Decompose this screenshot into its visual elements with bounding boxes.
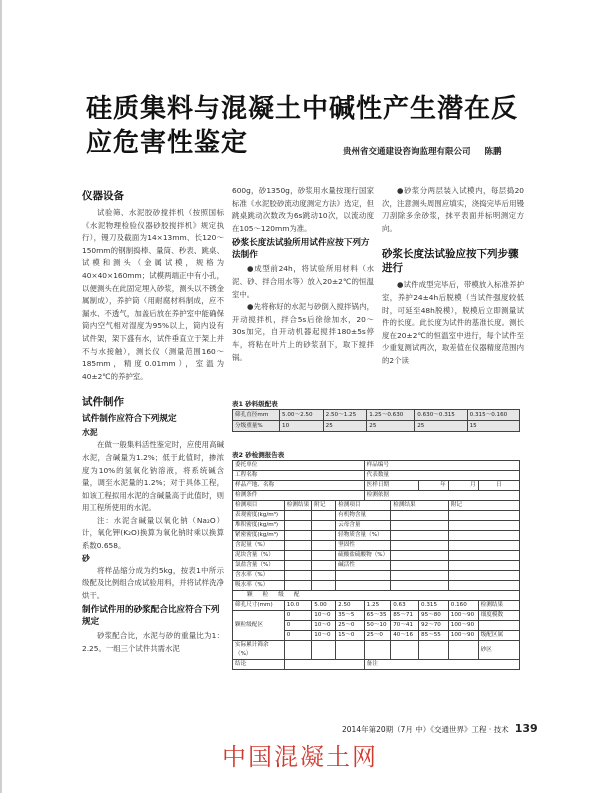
- para-cement-2: 注：水泥含碱量以氧化钠（Na₂O）计，氧化钾(K₂O)换算为氧化钠时乘以换算系数0.658。: [82, 515, 224, 551]
- table-cell: 10～0: [312, 631, 336, 641]
- page-edge: [0, 0, 2, 793]
- table-cell: 筛孔直径mm: [233, 410, 280, 421]
- table-cell: 含泥量（%）: [233, 541, 285, 551]
- table-cell: 砂区: [478, 641, 519, 660]
- table-row: [233, 541, 520, 551]
- byline: [343, 145, 502, 157]
- table-cell: 云母含量: [336, 521, 391, 531]
- table-cell: 实际累计筛余（%）: [233, 641, 285, 660]
- table-cell: 70～41: [391, 621, 419, 631]
- table-cell: 年: [419, 481, 449, 491]
- table-cell: 工程名称: [233, 471, 365, 481]
- column-2: [232, 185, 374, 364]
- table-cell: 附记: [312, 501, 336, 511]
- subheading-mix: 制作试件用的砂浆配合比应符合下列规定: [82, 605, 220, 628]
- table-row: [233, 641, 520, 660]
- grading-header-char: 颗: [247, 592, 263, 598]
- table-cell: 医样日期: [364, 481, 418, 491]
- table-cell: 10～0: [312, 621, 336, 631]
- para-mix: 砂浆配合比，水泥与砂的重量比为1：2.25。一组三个试件共需水泥: [82, 631, 224, 654]
- table-cell: 附记: [448, 501, 519, 511]
- para-mold-3: ●砂浆分两层装入试模内，每层捣20次，注意测头周围应填实，浇捣完毕后用镘刀刮除多余砂浆，抹平表面并标明测定方向。: [382, 186, 524, 233]
- table2-caption: 表2 砂检测报告表: [232, 451, 285, 459]
- table-row: [233, 531, 520, 541]
- table-cell: 15: [467, 421, 519, 432]
- table-row: [233, 561, 520, 571]
- table-cell: 25: [415, 421, 467, 432]
- table-cell: 92～70: [419, 621, 449, 631]
- table-cell: 有机物含量: [336, 511, 391, 521]
- table-cell: 1.25: [364, 601, 391, 611]
- table-row: [233, 511, 520, 521]
- page-footer: [342, 722, 538, 735]
- page-number: 139: [514, 722, 538, 735]
- table-cell: 样品编号: [364, 461, 519, 471]
- table-cell: 35～5: [336, 611, 365, 621]
- grading-header-char: 级: [278, 592, 294, 598]
- table-cell: 紧密密度(kg/m³): [233, 531, 285, 541]
- para-mix-cont: 600g，砂1350g，砂浆用水量按现行国家标准《水泥胶砂流动度测定方法》选定，但跳桌跳动次数改为6s跳动10次，以流动度在105～120mm为准。: [232, 186, 374, 233]
- table-cell: 含水率（%）: [233, 571, 285, 581]
- table-cell: 结论: [233, 660, 285, 670]
- table-cell: 5.00～2.50: [280, 410, 324, 421]
- table-cell: 硫酸盐硫酸物（%）: [336, 551, 391, 561]
- table-cell: 日: [478, 481, 519, 491]
- table-cell: 15～0: [336, 631, 365, 641]
- para-mold-2: ●先将称好的水泥与砂倒入搅拌锅内，开动搅拌机，拌合5s后徐徐加水，20～30s加完，自开动机器起搅拌180±5s停车，将粘在叶片上的砂浆刮下，取下搅拌锅。: [232, 302, 374, 362]
- grading-table: [232, 409, 520, 432]
- table-cell: 颗粒级配区: [233, 611, 285, 641]
- table-cell: 10.0: [284, 601, 311, 611]
- column-1: [82, 185, 224, 656]
- column-3: [382, 185, 524, 368]
- para-cement-1: 在做一般集料活性鉴定时，应使用高碱水泥，含碱量为1.2%；低于此值时，掺浓度为10%的氢氧化钠溶液，将系统碱含量，调至水泥量的1.2%；对于具体工程，如该工程拟用水泥的含碱量高于此值时，则用工程所使用的水泥。: [82, 440, 224, 513]
- table-cell: 筛孔尺寸(mm): [233, 601, 285, 611]
- subheading-specimen-rules: 试件制作应符合下列规定: [82, 414, 177, 425]
- table-cell: 5.00: [312, 601, 336, 611]
- table-cell: 50～10: [364, 621, 391, 631]
- para-mold-1: ●成型前24h，将试验所用材料（水泥、砂、拌合用水等）放入20±2℃的恒温室中。: [232, 264, 374, 299]
- table-cell: 0.630～0.315: [415, 410, 467, 421]
- table-cell: 月: [448, 481, 478, 491]
- table-cell: 65～35: [364, 611, 391, 621]
- table-cell: 25: [367, 421, 415, 432]
- table-cell: 40～16: [391, 631, 419, 641]
- table-cell: 坚固性: [336, 541, 391, 551]
- table-cell: 氯盐含量（%）: [233, 561, 285, 571]
- table-cell: 委托单位: [233, 461, 365, 471]
- table-cell: 0.315: [419, 601, 449, 611]
- para-sand: 将样品缩分成为约5kg，按表1中所示级配及比例组合成试验用料，并将试样洗净烘干。: [82, 565, 224, 600]
- report-table: [232, 460, 520, 670]
- heading-equipment: 仪器设备: [82, 190, 124, 202]
- article-title: 硅质集料与混凝土中碱性产生潜在反应危害性鉴定: [86, 94, 519, 158]
- watermark: 中国混凝土网: [222, 743, 378, 771]
- table-cell: 100～90: [448, 621, 478, 631]
- table-row: [233, 491, 520, 501]
- table-cell: 85～71: [391, 611, 419, 621]
- table-cell: 检测项目: [233, 501, 285, 511]
- table-row: [233, 421, 520, 432]
- table-cell: 25: [323, 421, 367, 432]
- table-row: [233, 611, 520, 621]
- author-org: 贵州省交通建设咨询监理有限公司: [343, 147, 471, 157]
- table-cell: 泥块含量（%）: [233, 551, 285, 561]
- table-cell: 0: [284, 611, 311, 621]
- table-cell: 代表数量: [364, 471, 519, 481]
- table-cell: 0.315～0.160: [467, 410, 519, 421]
- table-cell: 检测结果: [478, 601, 519, 611]
- heading-test: 砂浆长度法试验应按下列步骤进行: [382, 248, 519, 275]
- table-row: [233, 461, 520, 471]
- table1-caption: 表1 砂料级配表: [232, 400, 278, 408]
- grading-header: [233, 591, 520, 601]
- table-cell: 细度模数: [478, 611, 519, 621]
- table-cell: 级配区属: [478, 631, 519, 641]
- table-cell: 2.50～1.25: [323, 410, 367, 421]
- table-cell: 检测结果: [284, 501, 311, 511]
- subheading-mold: 砂浆长度法试验所用试件应按下列方法制作: [232, 238, 370, 261]
- table-cell: 85～55: [419, 631, 449, 641]
- subheading-cement: 水泥: [82, 428, 98, 438]
- table-cell: 10: [280, 421, 324, 432]
- table-row: [233, 601, 520, 611]
- table-cell: 1.25～0.630: [367, 410, 415, 421]
- table-row: [233, 551, 520, 561]
- table-cell: 备注: [364, 660, 519, 670]
- heading-specimen: 试件制作: [82, 396, 124, 409]
- table-cell: 检测条件: [233, 491, 365, 501]
- table-cell: 分级重量%: [233, 421, 280, 432]
- table-cell: 碱活性: [336, 561, 391, 571]
- table-cell: 样品产地、名称: [233, 481, 365, 491]
- table-cell: 10～0: [312, 611, 336, 621]
- table-row: [233, 581, 520, 591]
- para-equipment: 试验筛、水泥胶砂搅拌机（按照国标《水泥物理检验仪器砂胶搅拌机》规定执行），镘刀及截面为14×13mm、长120～150mm的钢制捣棒、量筒、秒表、跳桌、试模和测头（金属试模，规格为40×40×160mm；试模两端正中有小孔，以便测头在此固定埋入砂浆，测头以不锈金属制成），养护筒（用耐腐材料制成，应不漏水、不透气，加盖后放在养护室中能确保筒内空气相对湿度为95%以上，筒内设有试件架，架下盛有水，试件垂直立于架上并不与水接触），测长仪（测量范围160～185mm，精度0.01mm），室温为40±2℃的养护室。: [82, 208, 224, 381]
- table-row: [233, 660, 520, 670]
- table-cell: 0.63: [391, 601, 419, 611]
- grading-header-char: 粒: [262, 592, 279, 598]
- table-row: [233, 471, 520, 481]
- table-cell: 检测项目: [336, 501, 391, 511]
- issue-info: 2014年第20期（7月 中）《交通世界》工程 · 技术: [342, 725, 509, 734]
- table-cell: 95～80: [419, 611, 449, 621]
- table-cell: 堆积密度(kg/m³): [233, 521, 285, 531]
- table-row: [233, 501, 520, 511]
- table-cell: 轻物质含量（%）: [336, 531, 391, 541]
- table-cell: 25～0: [364, 631, 391, 641]
- para-test: ●试件成型完毕后，带模放入标准养护室，养护24±4h后脱模（当试件强度较低时，可延至48h脱模），脱模后立即测量试件的长度。此长度为试件的基准长度。测长度在20±2℃的恒温室中进行，每个试件至少重复测试两次，取差值在仪器精度范围内的2个读: [382, 280, 524, 365]
- table-row: [233, 410, 520, 421]
- subheading-sand: 砂: [82, 553, 90, 563]
- table-cell: 检测依据: [364, 491, 519, 501]
- table-cell: 0: [284, 631, 311, 641]
- grading-header-char: 配: [293, 592, 310, 598]
- table-cell: 检测结果: [391, 501, 449, 511]
- table-cell: 2.50: [336, 601, 365, 611]
- table-cell: 0.160: [448, 601, 478, 611]
- table-row: [233, 571, 520, 581]
- table-row: [233, 481, 520, 491]
- author-name: 陈鹏: [484, 147, 502, 157]
- table-cell: 表观密度(kg/m³): [233, 511, 285, 521]
- table-row: [233, 521, 520, 531]
- table-cell: 0: [284, 621, 311, 631]
- table-row: [233, 591, 520, 601]
- table-cell: 吸水率（%）: [233, 581, 285, 591]
- table-cell: 100～90: [448, 611, 478, 621]
- table-cell: 100～90: [448, 631, 478, 641]
- table-cell: 25～0: [336, 621, 365, 631]
